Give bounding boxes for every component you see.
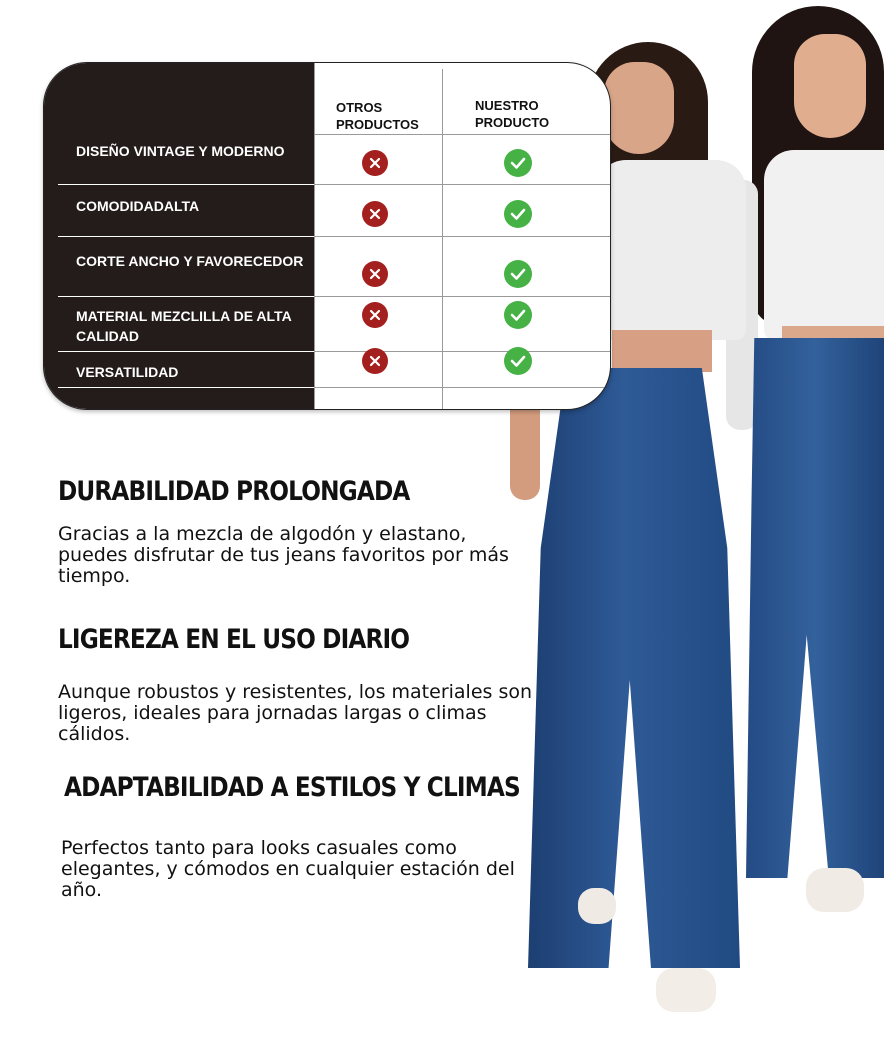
x-circle-icon: [362, 261, 388, 287]
check-circle-icon: [504, 149, 532, 177]
check-circle-icon: [504, 200, 532, 228]
feature-title-lightness: LIGEREZA EN EL USO DIARIO: [58, 624, 410, 655]
check-circle-icon: [504, 347, 532, 375]
row-label-comfort: COMODIDADALTA: [76, 198, 200, 214]
x-circle-icon: [362, 348, 388, 374]
column-header-ours: NUESTRO PRODUCTO: [475, 98, 550, 130]
row-label-design: DISEÑO VINTAGE Y MODERNO: [76, 143, 285, 159]
feature-text-durability: Gracias a la mezcla de algodón y elastano, puedes disfrutar de tus jeans favoritos por más tiempo.: [58, 523, 509, 587]
row-label-cut: CORTE ANCHO Y FAVORECEDOR: [76, 253, 304, 269]
feature-title-durability: DURABILIDAD PROLONGADA: [58, 476, 410, 507]
x-circle-icon: [362, 150, 388, 176]
row-label-material: MATERIAL MEZCLILLA DE ALTA CALIDAD: [76, 308, 292, 344]
feature-text-adaptability: Perfectos tanto para looks casuales como elegantes, y cómodos en cualquier estación del año.: [61, 837, 515, 901]
comparison-table: [43, 62, 611, 410]
check-circle-icon: [504, 260, 532, 288]
feature-title-adaptability: ADAPTABILIDAD A ESTILOS Y CLIMAS: [64, 772, 520, 803]
row-label-versatility: VERSATILIDAD: [76, 364, 179, 380]
column-header-others: OTROS PRODUCTOS: [336, 100, 419, 132]
check-circle-icon: [504, 301, 532, 329]
x-circle-icon: [362, 302, 388, 328]
x-circle-icon: [362, 201, 388, 227]
feature-text-lightness: Aunque robustos y resistentes, los materiales son ligeros, ideales para jornadas largas o climas cálidos.: [58, 681, 533, 745]
